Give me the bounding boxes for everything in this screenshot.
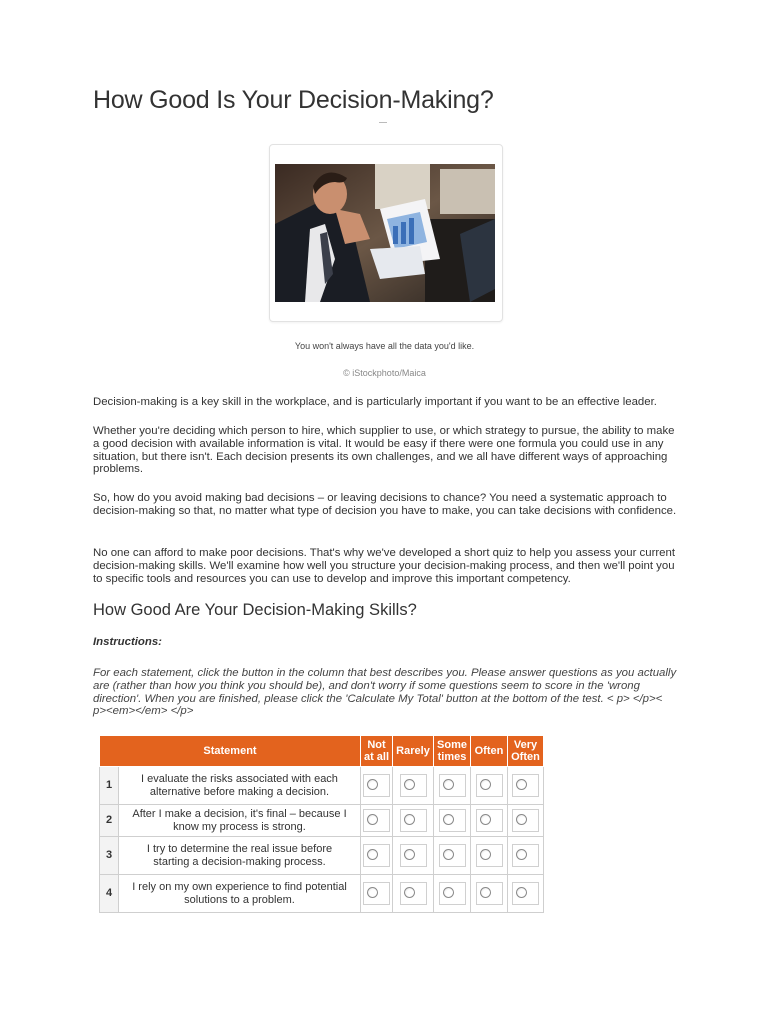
paragraph-intro: Decision-making is a key skill in the workplace, and is particularly important if you want to be an effective leader.: [93, 396, 657, 408]
header-statement: Statement: [100, 736, 361, 767]
radio-button-icon: [367, 779, 378, 790]
figure-credit: © iStockphoto/Maica: [343, 368, 426, 378]
radio-button-icon: [480, 779, 491, 790]
row-number: 1: [100, 767, 119, 805]
cell-very-often: [508, 875, 544, 913]
figure-caption: You won't always have all the data you'd like.: [294, 341, 475, 351]
paragraph-context: Whether you're deciding which person to hire, which supplier to use, or which strategy to pursue, the ability to make a good decision with available information is vital. It would be easy if there were one formula you could use in any situation, but there isn't. Each decision presents its own challenges, and we all have different ways of approaching problems.: [93, 425, 675, 476]
radio-not-at-all[interactable]: [363, 774, 390, 797]
radio-very-often[interactable]: [512, 844, 539, 867]
header-not-at-all: Not at all: [361, 736, 393, 767]
radio-rarely[interactable]: [400, 809, 427, 832]
cell-not-at-all: [361, 837, 393, 875]
radio-not-at-all[interactable]: [363, 809, 390, 832]
cell-very-often: [508, 837, 544, 875]
radio-button-icon: [516, 849, 527, 860]
instructions-text: For each statement, click the button in the column that best describes you. Please answer questions as you actually are (rather than how you think you should be), and don't worry if some questions seem to score in the 'wrong direction'. When you are finished, please click the 'Calculate My Total' button at the bottom of the test. < p> </p>< p><em></em> </p>: [93, 667, 677, 718]
radio-button-icon: [367, 849, 378, 860]
table-row: [100, 875, 544, 913]
radio-often[interactable]: [476, 774, 503, 797]
header-sometimes: Some times: [434, 736, 471, 767]
cell-very-often: [508, 805, 544, 837]
cell-very-often: [508, 767, 544, 805]
section-heading: How Good Are Your Decision-Making Skills?: [93, 601, 417, 619]
cell-not-at-all: [361, 875, 393, 913]
cell-rarely: [393, 767, 434, 805]
radio-button-icon: [480, 814, 491, 825]
cell-rarely: [393, 837, 434, 875]
radio-often[interactable]: [476, 882, 503, 905]
radio-very-often[interactable]: [512, 774, 539, 797]
radio-sometimes[interactable]: [439, 882, 466, 905]
radio-button-icon: [443, 849, 454, 860]
paragraph-systematic: So, how do you avoid making bad decisions – or leaving decisions to chance? You need a systematic approach to decision-making so that, no matter what type of decision you have to make, you can take decisions with confidence.: [93, 492, 677, 517]
statement-cell: I rely on my own experience to find potential solutions to a problem.: [119, 875, 361, 913]
header-very-often: Very Often: [508, 736, 544, 767]
page-title: How Good Is Your Decision-Making?: [93, 86, 494, 114]
cell-often: [471, 767, 508, 805]
radio-not-at-all[interactable]: [363, 844, 390, 867]
table-row: [100, 805, 544, 837]
row-number: 2: [100, 805, 119, 837]
radio-button-icon: [404, 849, 415, 860]
radio-button-icon: [404, 814, 415, 825]
cell-sometimes: [434, 875, 471, 913]
radio-rarely[interactable]: [400, 844, 427, 867]
quiz-header-row: [100, 736, 544, 767]
radio-rarely[interactable]: [400, 774, 427, 797]
radio-button-icon: [480, 849, 491, 860]
header-often: Often: [471, 736, 508, 767]
cell-often: [471, 805, 508, 837]
header-rarely: Rarely: [393, 736, 434, 767]
cell-often: [471, 875, 508, 913]
cell-not-at-all: [361, 805, 393, 837]
article-photo: [275, 164, 495, 302]
radio-button-icon: [367, 887, 378, 898]
cell-sometimes: [434, 805, 471, 837]
row-number: 4: [100, 875, 119, 913]
radio-often[interactable]: [476, 809, 503, 832]
radio-rarely[interactable]: [400, 882, 427, 905]
cell-sometimes: [434, 767, 471, 805]
radio-button-icon: [480, 887, 491, 898]
radio-sometimes[interactable]: [439, 809, 466, 832]
table-row: [100, 767, 544, 805]
statement-cell: I evaluate the risks associated with each alternative before making a decision.: [119, 767, 361, 805]
quiz-table: [99, 735, 544, 913]
radio-not-at-all[interactable]: [363, 882, 390, 905]
table-row: [100, 837, 544, 875]
radio-sometimes[interactable]: [439, 844, 466, 867]
title-divider: [379, 122, 387, 123]
radio-very-often[interactable]: [512, 809, 539, 832]
radio-button-icon: [443, 779, 454, 790]
radio-button-icon: [367, 814, 378, 825]
instructions-label: Instructions:: [93, 636, 162, 648]
cell-sometimes: [434, 837, 471, 875]
radio-button-icon: [516, 814, 527, 825]
statement-cell: After I make a decision, it's final – because I know my process is strong.: [119, 805, 361, 837]
cell-often: [471, 837, 508, 875]
radio-button-icon: [516, 779, 527, 790]
radio-button-icon: [443, 887, 454, 898]
businessman-reviewing-charts-photo: [275, 164, 495, 302]
radio-button-icon: [404, 779, 415, 790]
cell-rarely: [393, 805, 434, 837]
radio-button-icon: [443, 814, 454, 825]
radio-sometimes[interactable]: [439, 774, 466, 797]
cell-not-at-all: [361, 767, 393, 805]
statement-cell: I try to determine the real issue before starting a decision-making process.: [119, 837, 361, 875]
radio-often[interactable]: [476, 844, 503, 867]
radio-button-icon: [404, 887, 415, 898]
radio-very-often[interactable]: [512, 882, 539, 905]
row-number: 3: [100, 837, 119, 875]
radio-button-icon: [516, 887, 527, 898]
cell-rarely: [393, 875, 434, 913]
paragraph-quiz-intro: No one can afford to make poor decisions. That's why we've developed a short quiz to help you assess your current decision-making skills. We'll examine how well you structure your decision-making process, and then we'll point you to specific tools and resources you can use to develop and improve this important competency.: [93, 547, 676, 585]
